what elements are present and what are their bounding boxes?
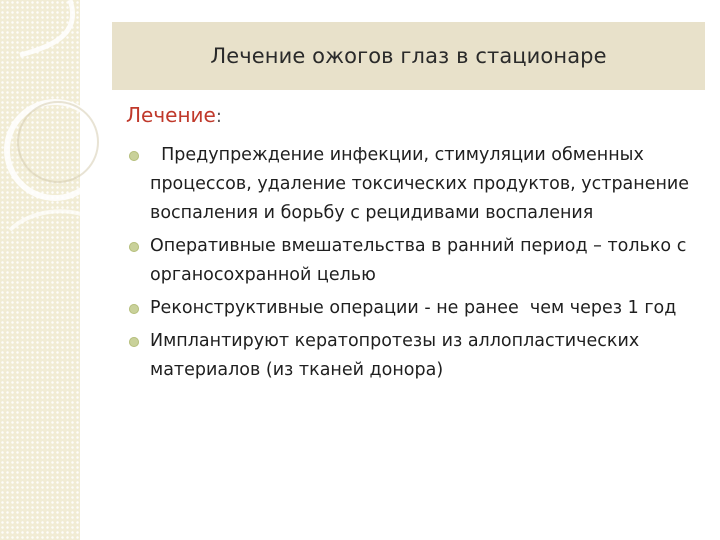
bullet-text: Оперативные вмешательства в ранний период – только с органосохранной целью xyxy=(150,236,687,285)
bullet-dot-icon xyxy=(129,337,139,347)
subtitle-label: Лечение xyxy=(126,103,216,127)
bullet-text: Предупреждение инфекции, стимуляции обменных процессов, удаление токсических продуктов, устранение воспаления и борьбу с рецидивами воспаления xyxy=(150,145,695,223)
slide-title: Лечение ожогов глаз в стационаре xyxy=(210,44,607,68)
bullet-dot-icon xyxy=(129,151,139,161)
bullet-dot-icon xyxy=(129,304,139,314)
side-divider xyxy=(80,0,82,540)
slide-subtitle xyxy=(126,103,222,127)
list-item xyxy=(126,141,701,228)
list-item xyxy=(126,294,701,323)
bullet-list xyxy=(126,141,701,389)
subtitle-colon: : xyxy=(215,106,222,127)
list-item xyxy=(126,232,701,290)
bullet-dot-icon xyxy=(129,242,139,252)
list-item xyxy=(126,327,701,385)
decorative-side-pattern xyxy=(0,0,80,540)
bullet-text: Имплантируют кератопротезы из аллопластических материалов (из тканей донора) xyxy=(150,331,640,380)
bullet-text: Реконструктивные операции - не ранее чем через 1 год xyxy=(150,298,677,318)
title-band xyxy=(112,22,705,90)
